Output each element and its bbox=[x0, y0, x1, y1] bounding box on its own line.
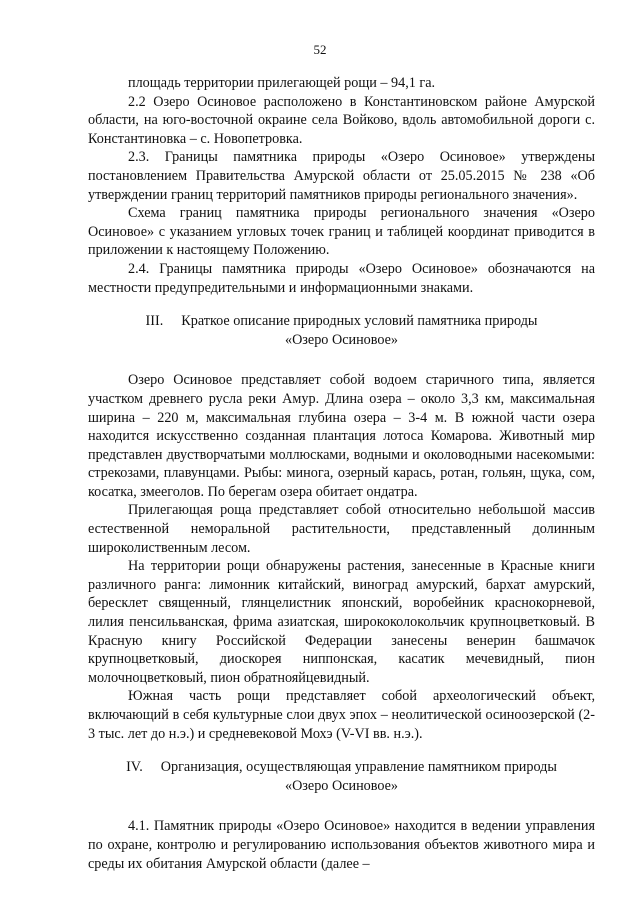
section-title-line2: «Озеро Осиновое» bbox=[284, 777, 399, 794]
paragraph: Схема границ памятника природы регионального значения «Озеро Осиновое» с указанием угловых точек границ и таблицей координат приводится в приложении к настоящему Положению. bbox=[88, 205, 595, 259]
section-number: IV. bbox=[126, 759, 143, 776]
section-title: Организация, осуществляющая управление памятником природы bbox=[160, 759, 557, 776]
section-heading-3 bbox=[88, 312, 595, 349]
paragraph: Южная часть рощи представляет собой археологический объект, включающий в себя культурные слои двух эпох – неолитической осиноозерской (2-3 тыс. лет до н.э.) и средневековой Мохэ (V-VI вв. н.э.). bbox=[88, 688, 595, 742]
section-title: Краткое описание природных условий памятника природы bbox=[181, 313, 538, 330]
paragraph: Озеро Осиновое представляет собой водоем старичного типа, является участком древнего русла реки Амур. Длина озера – около 3,3 км, максимальная ширина – 220 м, максимальная глубина озера – 3-4 м. В южной части озера находится искусственно созданная плантация лотоса Комарова. Животный мир представлен двустворчатыми моллюсками, водными и околоводными насекомыми: стрекозами, плавунцами. Рыбы: минога, озерный карась, ротан, гольян, щука, сом, косатка, змееголов. По берегам озера обитает ондатра. bbox=[88, 372, 595, 500]
paragraph: 4.1. Памятник природы «Озеро Осиновое» находится в ведении управления по охране, контролю и регулированию использования объектов животного мира и среды их обитания Амурской области (далее – bbox=[88, 818, 595, 872]
paragraph: площадь территории прилегающей рощи – 94,1 га. bbox=[128, 75, 436, 91]
section-heading-4 bbox=[88, 758, 595, 795]
page-number: 52 bbox=[313, 42, 327, 57]
section-title-line2: «Озеро Осиновое» bbox=[284, 331, 399, 348]
section-number: III. bbox=[145, 313, 164, 330]
paragraph: Прилегающая роща представляет собой относительно небольшой массив естественной неморальной растительности, представленный долинным широколиственным лесом. bbox=[88, 502, 595, 556]
paragraph: 2.4. Границы памятника природы «Озеро Осиновое» обозначаются на местности предупредительными и информационными знаками. bbox=[88, 260, 595, 296]
paragraph: На территории рощи обнаружены растения, занесенные в Красные книги различного ранга: лимонник китайский, виноград амурский, бархат амурский, бересклет священный, глянцелистник японский, воробейник краснокорневой, лилия пенсильванская, фрима азиатская, ширококолокольчик крупноцветковый. В Красную книгу Российской Федерации занесены венерин башмачок крупноцветковый, диоскорея ниппонская, касатик мечевидный, пион молочноцветковый, пион обратнояйцевидный. bbox=[88, 558, 595, 686]
paragraph: 2.3. Границы памятника природы «Озеро Осиновое» утверждены постановлением Правительства Амурской области от 25.05.2015 № 238 «Об утверждении границ территорий памятников природы регионального значения». bbox=[88, 149, 595, 203]
document-body bbox=[88, 74, 595, 873]
paragraph: 2.2 Озеро Осиновое расположено в Константиновском районе Амурской области, на юго-восточной окраине села Войково, вдоль автомобильной дороги с. Константиновка – с. Новопетровка. bbox=[88, 93, 595, 147]
